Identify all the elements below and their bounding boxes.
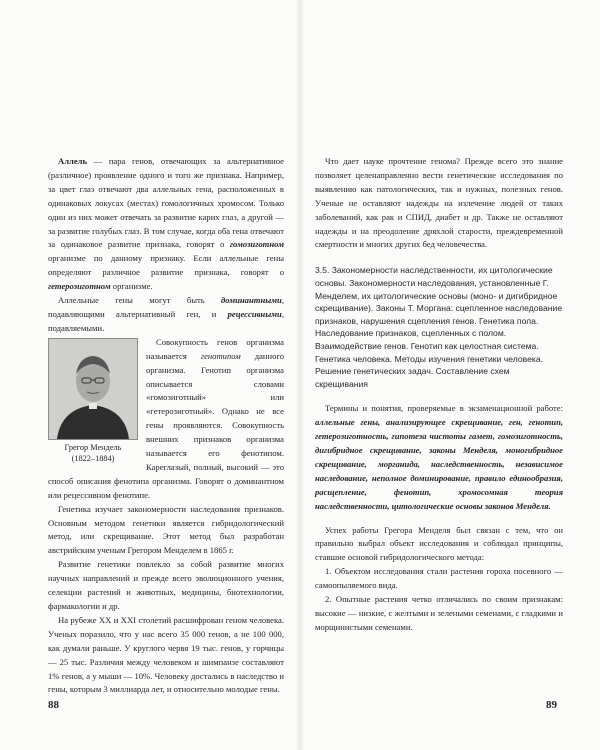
paragraph-genetics-method: Генетика изучает закономерности наследования признаков. Основным методом генетики является гибридологический метод, или скрещивание. Этот метод был разработан австрийским ученым Грегором Менделем в 1865 г. (48, 503, 284, 556)
section-heading: 3.5. Закономерности наследственности, их цитологические основы. Закономерности наследования, установленные Г. Менделем, их цитологические основы (моно- и дигибридное скрещивание). Законы Т. Моргана: сцепленное наследование признаков, нарушения сцепления генов. Генетика пола. Наследование признаков, сцепленных с полом. Взаимодействие генов. Генотип как целостная система. Генетика человека. Методы изучения генетики человека. Решение генетических задач. Составление схем скрещивания (315, 265, 563, 389)
page-gutter (296, 0, 304, 750)
page-number-right: 89 (546, 699, 557, 711)
right-page (315, 155, 563, 635)
paragraph-allelic-genes: Аллельные гены могут быть доминантными, подавляющими альтернативный ген, и рецессивными, подавляемыми. (48, 295, 284, 333)
page-number-left: 88 (48, 699, 59, 711)
paragraph-mendel-success: Успех работы Грегора Менделя был связан с тем, что он правильно выбрал объект исследования и соблюдал принципы, ставшие основой гибридологического метода: (315, 524, 563, 563)
paragraph-terms: Термины и понятия, проверяемые в экзаменационной работе: аллельные гены, анализирующее скрещивание, ген, генотип, гетерозиготность, гипотеза чистоты гамет, гомозиготность, дигибридное скрещивание, законы Менделя, моногибридное скрещивание, морганида, наследственность, независимое наследование, неполное доминирование, правило единообразия, расщепление, фенотип, хромосомная теория наследственности, цитологические основы законов Менделя. (315, 403, 563, 511)
terms-list: аллельные гены, анализирующее скрещивание, ген, генотип, гетерозиготность, гипотеза чистоты гамет, гомозиготность, дигибридное скрещивание, законы Менделя, моногибридное скрещивание, морганида, наследственность, независимое наследование, неполное доминирование, правило единообразия, расщепление, фенотип, хромосомная теория наследственности, цитологические основы законов Менделя. (315, 417, 563, 511)
paragraph-allele: Аллель — пара генов, отвечающих за альтернативное (различное) проявление одного и того же признака. Например, за цвет глаз отвечают два аллельных гена, расположенных в одинаковых локусах (местах) гомологичных хромосом. Только один из них может отвечать за развитие карих глаз, а другой — за развитие голубых глаз. В том случае, когда оба гена отвечают за одинаковое развитие признака, говорят о гомозиготном организме по данному признаку. Если аллельные гены определяют различное развитие признака, говорят о гетерозиготном организме. (48, 156, 284, 292)
left-page (48, 155, 284, 697)
figure-caption: Грегор Мендель (1822–1884) (64, 442, 122, 463)
paragraph-genome: На рубеже XX и XXI столетий расшифрован геном человека. Ученых поразило, что у нас всего 35 000 генов, а не 100 000, как думали раньше. У круглого червя 19 тыс. генов, у горчицы — 25 тыс. Различия между человеком и шимпанзе составляют 1% генов, а у мыши — 10%. Человеку достались в наследство и гены, которым 3 миллиарда лет, и относительно молодые гены. (48, 614, 284, 695)
mendel-figure (48, 338, 138, 464)
term-allele: Аллель (58, 156, 88, 166)
paragraph-genotype: Совокупность генов организма называется генотипом данного организма. Генотип организма описывается словами «гомозиготный» или «гетерозиготный». Однако не все гены проявляются. Совокупность внешних признаков организма называется его фенотипом. Кареглазый, полный, высокий — это способ описания фенотипа организма. Говорят о доминантном или рецессивном фенотипе. (48, 336, 284, 500)
list-item: 2. Опытные растения четко отличались по своим признакам: высокие — низкие, с желтыми и зелеными семенами, с гладкими и морщинистыми семенами. (315, 594, 563, 632)
paragraph-genome-reading: Что дает науке прочтение генома? Прежде всего это знание позволяет целенаправленно вести генетические исследования по выявлению как патологических, так и нужных, полезных генов. Ученые не оставляют надежды на излечение людей от таких заболеваний, как рак и СПИД, диабет и др. Также не оставляют надежды и на преодоление дряхлой старости, преждевременной смертности и многих других бед человечества. (315, 156, 563, 250)
list-item: 1. Объектом исследования стали растения гороха посевного — самоопыляемого вида. (315, 566, 563, 591)
paragraph-genetics-development: Развитие генетики повлекло за собой развитие многих научных направлений и прежде всего эволюционного учения, селекции растений и животных, медицины, биотехнологии, фармакологии и др. (48, 559, 284, 611)
portrait-image (48, 338, 138, 440)
